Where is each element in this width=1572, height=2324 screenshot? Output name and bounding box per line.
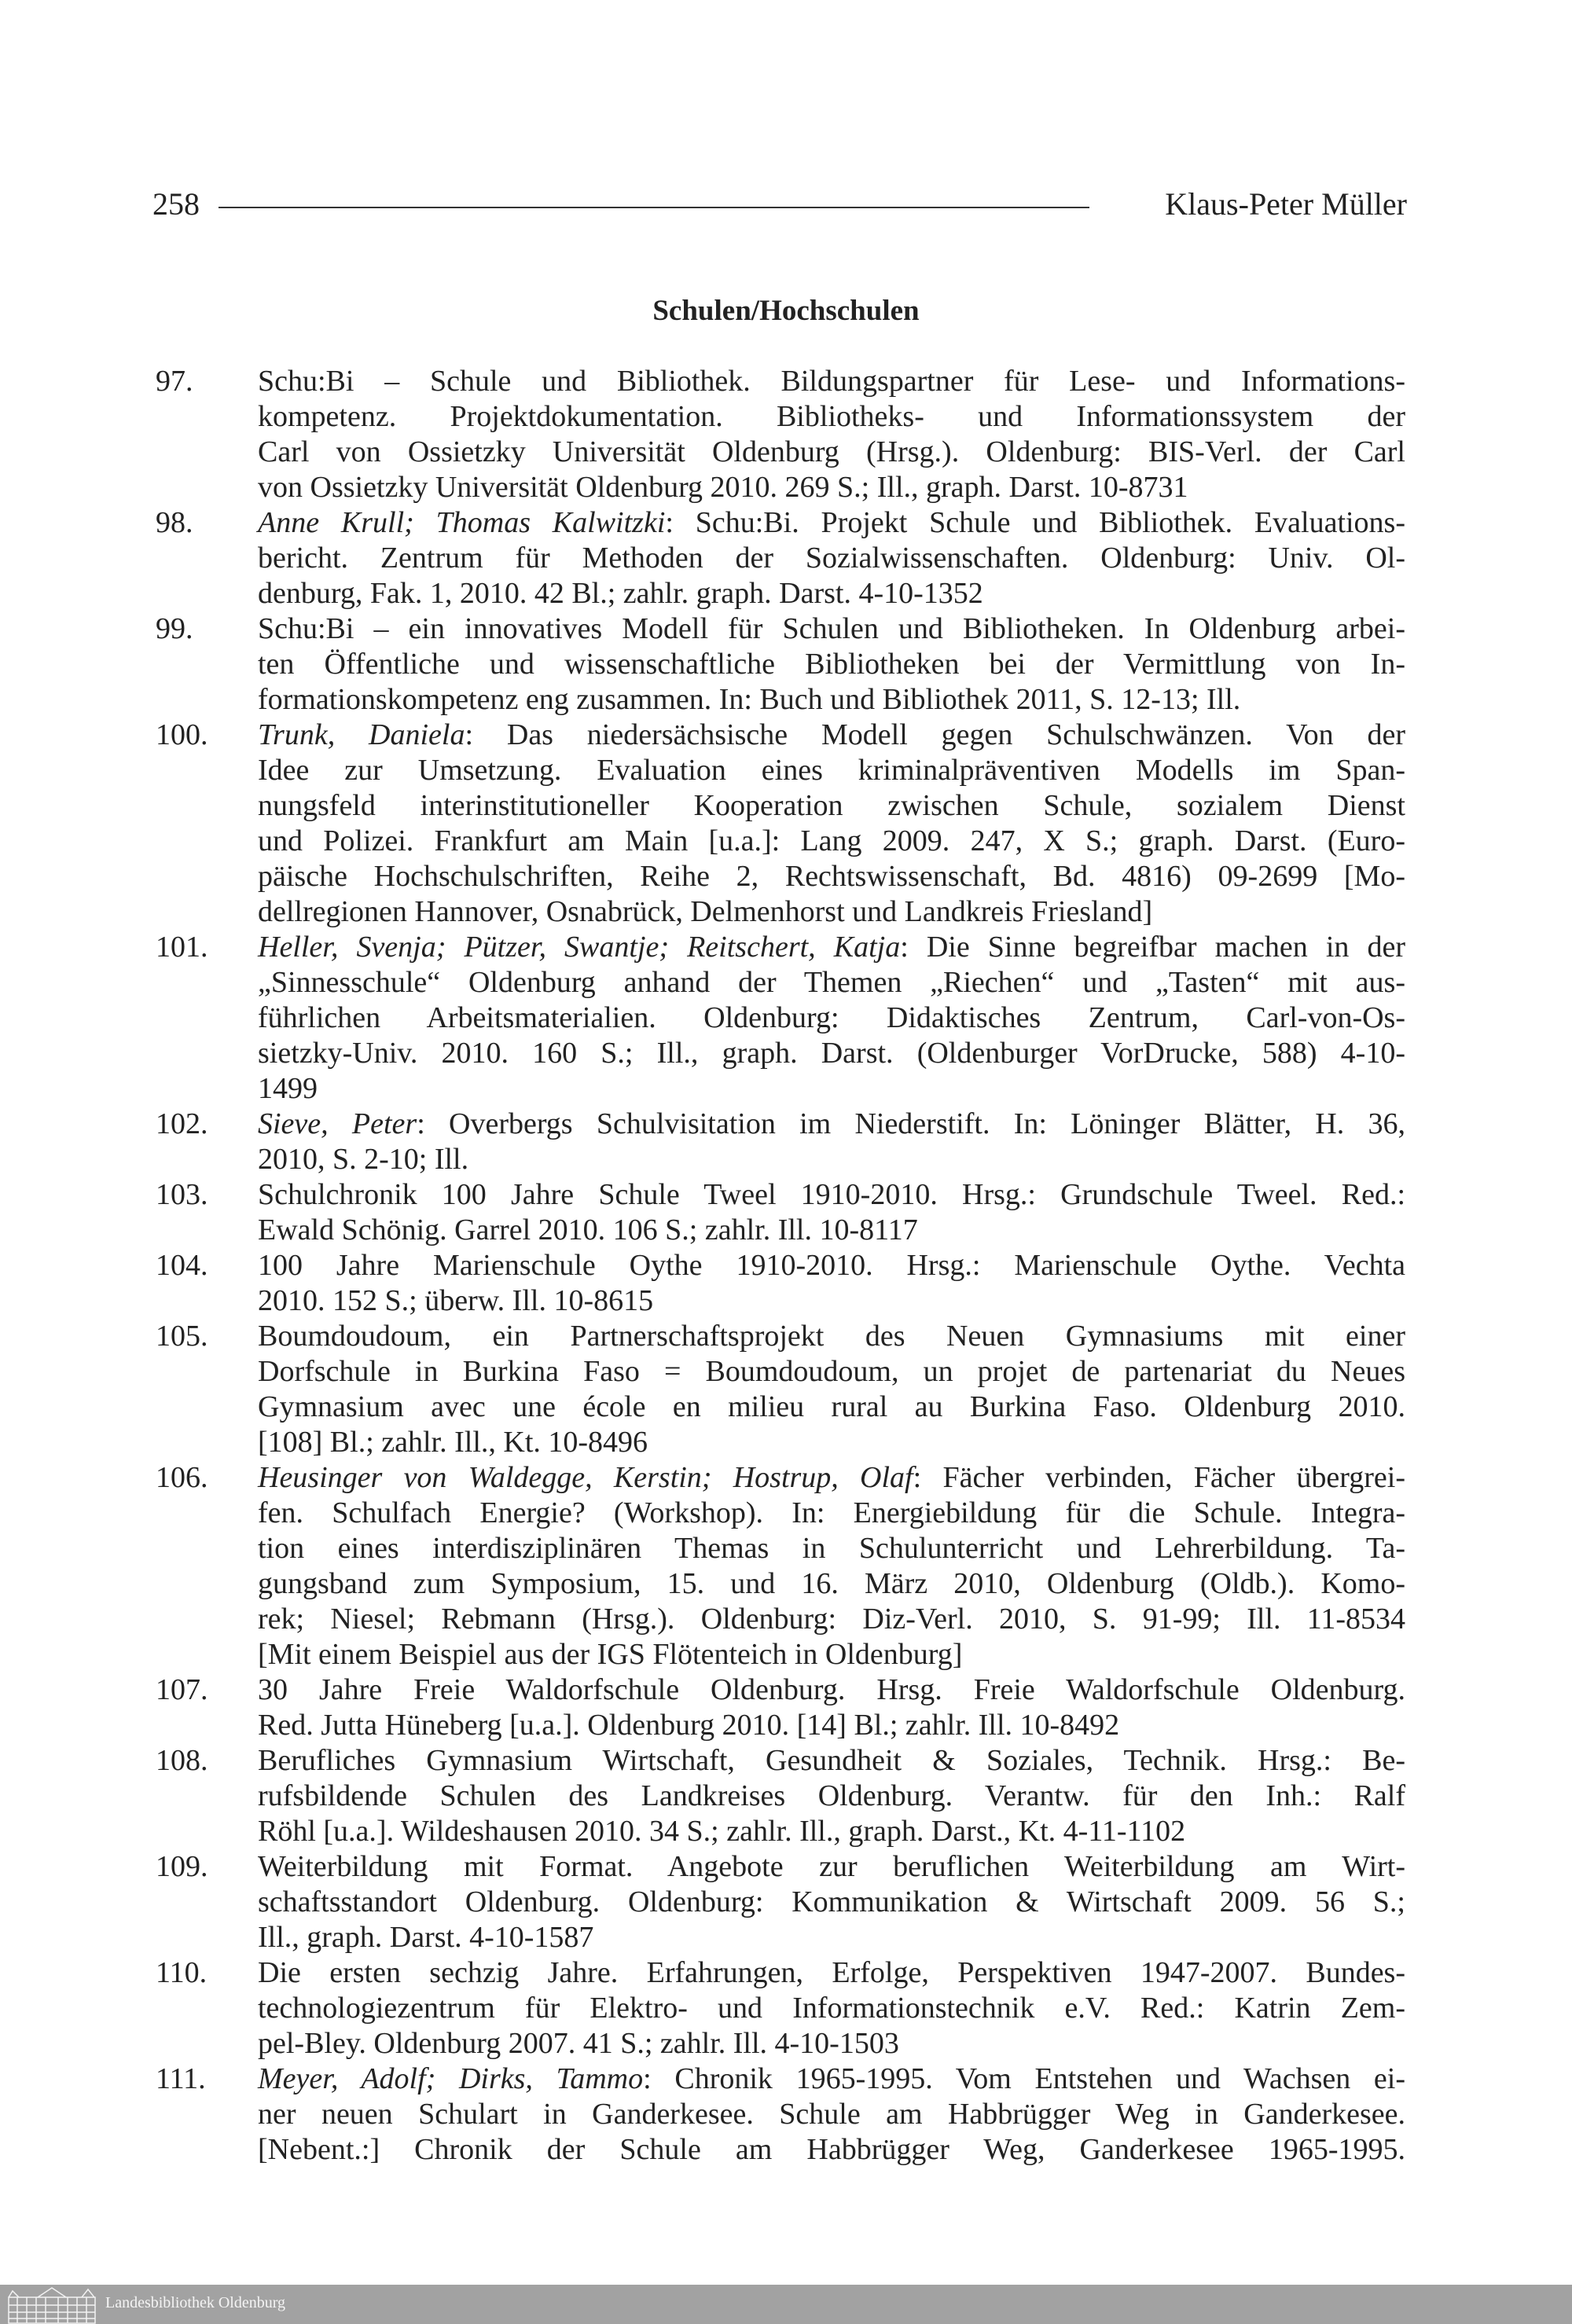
entry-line [258, 647, 1405, 682]
entry-number: 109. [156, 1850, 208, 1883]
bibliography-entry [156, 1672, 1405, 1743]
entry-number: 107. [156, 1673, 208, 1706]
entry-text: Die ersten sechzig Jahre. Erfahrungen, Erfolge, Perspektiven 1947-2007. Bundes- [258, 1956, 1405, 1989]
entry-line [258, 1000, 1405, 1036]
entry-text: nungsfeld interinstitutioneller Kooperation zwischen Schule, sozialem Dienst [258, 789, 1405, 822]
entry-line [258, 2026, 1405, 2061]
entry-line [258, 965, 1405, 1000]
library-building-logo-icon [6, 2286, 97, 2324]
entry-line [258, 1955, 1405, 1991]
entry-line [258, 1425, 1405, 1460]
bibliography-entry [156, 1849, 1405, 1955]
entry-line [258, 1920, 1405, 1955]
entry-line [258, 1602, 1405, 1637]
entry-text: formationskompetenz eng zusammen. In: Buch und Bibliothek 2011, S. 12-13; Ill. [258, 683, 1241, 716]
bibliography-list [156, 364, 1405, 2168]
entry-text: technologiezentrum für Elektro- und Informationstechnik e.V. Red.: Katrin Zem- [258, 1992, 1405, 2025]
bibliography-entry [156, 1743, 1405, 1849]
entry-author: Meyer, Adolf; Dirks, Tammo [258, 2062, 644, 2095]
entry-line [258, 1991, 1405, 2026]
entry-text: Schu:Bi – ein innovatives Modell für Schulen und Bibliotheken. In Oldenburg arbei- [258, 612, 1405, 645]
entry-line [258, 824, 1405, 859]
entry-line [258, 718, 1405, 753]
bibliography-entry [156, 1319, 1405, 1460]
entry-line [258, 859, 1405, 894]
entry-number: 101. [156, 931, 208, 964]
entry-line [258, 1708, 1405, 1743]
entry-line [258, 1177, 1405, 1213]
entry-number: 97. [156, 365, 193, 398]
entry-text: : Das niedersächsische Modell gegen Schulschwänzen. Von der [465, 718, 1405, 751]
entry-number: 100. [156, 718, 208, 751]
entry-number: 110. [156, 1956, 208, 1989]
bibliography-entry [156, 1955, 1405, 2061]
entry-number: 108. [156, 1744, 208, 1777]
entry-text: und Polizei. Frankfurt am Main [u.a.]: Lang 2009. 247, X S.; graph. Darst. (Euro- [258, 824, 1405, 857]
entry-text: rek; Niesel; Rebmann (Hrsg.). Oldenburg: Diz-Verl. 2010, S. 91-99; Ill. 11-8534 [258, 1603, 1405, 1636]
bibliography-entry [156, 1177, 1405, 1248]
bibliography-entry [156, 1460, 1405, 1672]
entry-text: Boumdoudoum, ein Partnerschaftsprojekt des Neuen Gymnasiums mit einer [258, 1320, 1405, 1353]
entry-text: : Schu:Bi. Projekt Schule und Bibliothek. Evaluations- [665, 506, 1405, 539]
entry-text: Idee zur Umsetzung. Evaluation eines kriminalpräventiven Modells im Span- [258, 754, 1405, 787]
entry-text: tion eines interdisziplinären Themas in Schulunterricht und Lehrerbildung. Ta- [258, 1532, 1405, 1565]
bibliography-entry [156, 718, 1405, 930]
entry-line [258, 1849, 1405, 1885]
entry-line [258, 2061, 1405, 2097]
entry-text: [Nebent.:] Chronik der Schule am Habbrügger Weg, Ganderkesee 1965-1995. [258, 2133, 1405, 2166]
entry-text: : Overbergs Schulvisitation im Niederstift. In: Löninger Blätter, H. 36, [417, 1107, 1405, 1140]
entry-line [258, 682, 1405, 718]
entry-text: 1499 [258, 1072, 318, 1105]
entry-line [258, 1885, 1405, 1920]
bibliography-entry [156, 1248, 1405, 1319]
entry-line [258, 2132, 1405, 2168]
entry-text: „Sinnesschule“ Oldenburg anhand der Themen „Riechen“ und „Tasten“ mit aus- [258, 966, 1405, 999]
entry-text: denburg, Fak. 1, 2010. 42 Bl.; zahlr. graph. Darst. 4-10-1352 [258, 577, 983, 610]
entry-author: Heller, Svenja; Pützer, Swantje; Reitschert, Katja [258, 931, 901, 964]
entry-line [258, 1743, 1405, 1779]
entry-text: [Mit einem Beispiel aus der IGS Flötenteich in Oldenburg] [258, 1638, 963, 1671]
running-head-author: Klaus-Peter Müller [1165, 186, 1407, 222]
entry-text: gungsband zum Symposium, 15. und 16. März 2010, Oldenburg (Oldb.). Komo- [258, 1567, 1405, 1600]
entry-text: ner neuen Schulart in Ganderkesee. Schule am Habbrügger Weg in Ganderkesee. [258, 2098, 1405, 2131]
bibliography-entry [156, 1107, 1405, 1177]
entry-line [258, 2097, 1405, 2132]
entry-text: Dorfschule in Burkina Faso = Boumdoudoum, un projet de partenariat du Neues [258, 1355, 1405, 1388]
entry-line [258, 1142, 1405, 1177]
entry-text: sietzky-Univ. 2010. 160 S.; Ill., graph. Darst. (Oldenburger VorDrucke, 588) 4-10- [258, 1037, 1405, 1070]
entry-text: Gymnasium avec une école en milieu rural au Burkina Faso. Oldenburg 2010. [258, 1390, 1405, 1423]
entry-line [258, 435, 1405, 470]
entry-number: 102. [156, 1107, 208, 1140]
entry-author: Heusinger von Waldegge, Kerstin; Hostrup, Olaf [258, 1461, 913, 1494]
entry-text: von Ossietzky Universität Oldenburg 2010. 269 S.; Ill., graph. Darst. 10-8731 [258, 471, 1188, 504]
entry-text: führlichen Arbeitsmaterialien. Oldenburg: Didaktisches Zentrum, Carl-von-Os- [258, 1001, 1405, 1034]
bibliography-entry [156, 2061, 1405, 2168]
entry-number: 105. [156, 1320, 208, 1353]
entry-text: Schu:Bi – Schule und Bibliothek. Bildungspartner für Lese- und Informations- [258, 365, 1405, 398]
entry-text: : Die Sinne begreifbar machen in der [900, 931, 1405, 964]
entry-line [258, 399, 1405, 435]
entry-text: 2010, S. 2-10; Ill. [258, 1143, 469, 1176]
entry-line [258, 1213, 1405, 1248]
entry-text: dellregionen Hannover, Osnabrück, Delmenhorst und Landkreis Friesland] [258, 895, 1153, 928]
footer-bar [0, 2285, 1572, 2324]
entry-line [258, 1390, 1405, 1425]
entry-line [258, 505, 1405, 541]
entry-text: pel-Bley. Oldenburg 2007. 41 S.; zahlr. Ill. 4-10-1503 [258, 2027, 899, 2060]
entry-line [258, 1248, 1405, 1283]
entry-text: ten Öffentliche und wissenschaftliche Bibliotheken bei der Vermittlung von In- [258, 648, 1405, 681]
entry-text: bericht. Zentrum für Methoden der Sozialwissenschaften. Oldenburg: Univ. Ol- [258, 542, 1405, 575]
entry-text: [108] Bl.; zahlr. Ill., Kt. 10-8496 [258, 1426, 648, 1459]
entry-author: Sieve, Peter [258, 1107, 417, 1140]
entry-line [258, 364, 1405, 399]
entry-line [258, 1531, 1405, 1566]
entry-text: 2010. 152 S.; überw. Ill. 10-8615 [258, 1284, 654, 1317]
entry-text: Carl von Ossietzky Universität Oldenburg (Hrsg.). Oldenburg: BIS-Verl. der Carl [258, 435, 1405, 468]
entry-line [258, 930, 1405, 965]
entry-number: 98. [156, 506, 193, 539]
entry-text: 30 Jahre Freie Waldorfschule Oldenburg. Hrsg. Freie Waldorfschule Oldenburg. [258, 1673, 1405, 1706]
entry-line [258, 1354, 1405, 1390]
entry-line [258, 541, 1405, 576]
bibliography-entry [156, 505, 1405, 611]
entry-text: Ewald Schönig. Garrel 2010. 106 S.; zahlr. Ill. 10-8117 [258, 1213, 918, 1246]
header-rule [219, 207, 1089, 208]
bibliography-entry [156, 930, 1405, 1107]
entry-text: 100 Jahre Marienschule Oythe 1910-2010. Hrsg.: Marienschule Oythe. Vechta [258, 1249, 1405, 1282]
entry-line [258, 1036, 1405, 1071]
entry-text: Berufliches Gymnasium Wirtschaft, Gesundheit & Soziales, Technik. Hrsg.: Be- [258, 1744, 1405, 1777]
bibliography-entry [156, 364, 1405, 505]
entry-line [258, 1566, 1405, 1602]
entry-text: fen. Schulfach Energie? (Workshop). In: Energiebildung für die Schule. Integra- [258, 1496, 1405, 1529]
entry-line [258, 1672, 1405, 1708]
entry-line [258, 1107, 1405, 1142]
entry-number: 111. [156, 2062, 206, 2095]
entry-line [258, 1319, 1405, 1354]
entry-author: Trunk, Daniela [258, 718, 465, 751]
entry-text: Röhl [u.a.]. Wildeshausen 2010. 34 S.; zahlr. Ill., graph. Darst., Kt. 4-11-1102 [258, 1815, 1186, 1848]
bibliography-entry [156, 611, 1405, 718]
entry-line [258, 753, 1405, 788]
footer-library-name: Landesbibliothek Oldenburg [105, 2294, 286, 2311]
entry-text: Weiterbildung mit Format. Angebote zur beruflichen Weiterbildung am Wirt- [258, 1850, 1405, 1883]
entry-line [258, 1071, 1405, 1107]
entry-line [258, 1779, 1405, 1814]
entry-line [258, 1637, 1405, 1672]
page-number: 258 [152, 186, 200, 222]
entry-author: Anne Krull; Thomas Kalwitzki [258, 506, 666, 539]
entry-line [258, 894, 1405, 930]
entry-line [258, 1460, 1405, 1496]
entry-line [258, 1283, 1405, 1319]
entry-line [258, 470, 1405, 505]
entry-text: Red. Jutta Hüneberg [u.a.]. Oldenburg 2010. [14] Bl.; zahlr. Ill. 10-8492 [258, 1709, 1120, 1742]
entry-number: 104. [156, 1249, 208, 1282]
entry-text: Schulchronik 100 Jahre Schule Tweel 1910-2010. Hrsg.: Grundschule Tweel. Red.: [258, 1178, 1405, 1211]
entry-text: kompetenz. Projektdokumentation. Bibliotheks- und Informationssystem der [258, 400, 1405, 433]
section-title: Schulen/Hochschulen [652, 295, 920, 327]
entry-line [258, 1814, 1405, 1849]
entry-line [258, 1496, 1405, 1531]
entry-line [258, 576, 1405, 611]
entry-number: 103. [156, 1178, 208, 1211]
entry-line [258, 611, 1405, 647]
entry-number: 99. [156, 612, 193, 645]
entry-text: : Fächer verbinden, Fächer übergrei- [913, 1461, 1406, 1494]
entry-text: Ill., graph. Darst. 4-10-1587 [258, 1921, 594, 1954]
entry-text: rufsbildende Schulen des Landkreises Oldenburg. Verantw. für den Inh.: Ralf [258, 1779, 1405, 1812]
entry-number: 106. [156, 1461, 208, 1494]
entry-text: schaftsstandort Oldenburg. Oldenburg: Kommunikation & Wirtschaft 2009. 56 S.; [258, 1885, 1405, 1918]
entry-line [258, 788, 1405, 824]
entry-text: : Chronik 1965-1995. Vom Entstehen und Wachsen ei- [643, 2062, 1405, 2095]
entry-text: päische Hochschulschriften, Reihe 2, Rechtswissenschaft, Bd. 4816) 09-2699 [Mo- [258, 860, 1405, 893]
